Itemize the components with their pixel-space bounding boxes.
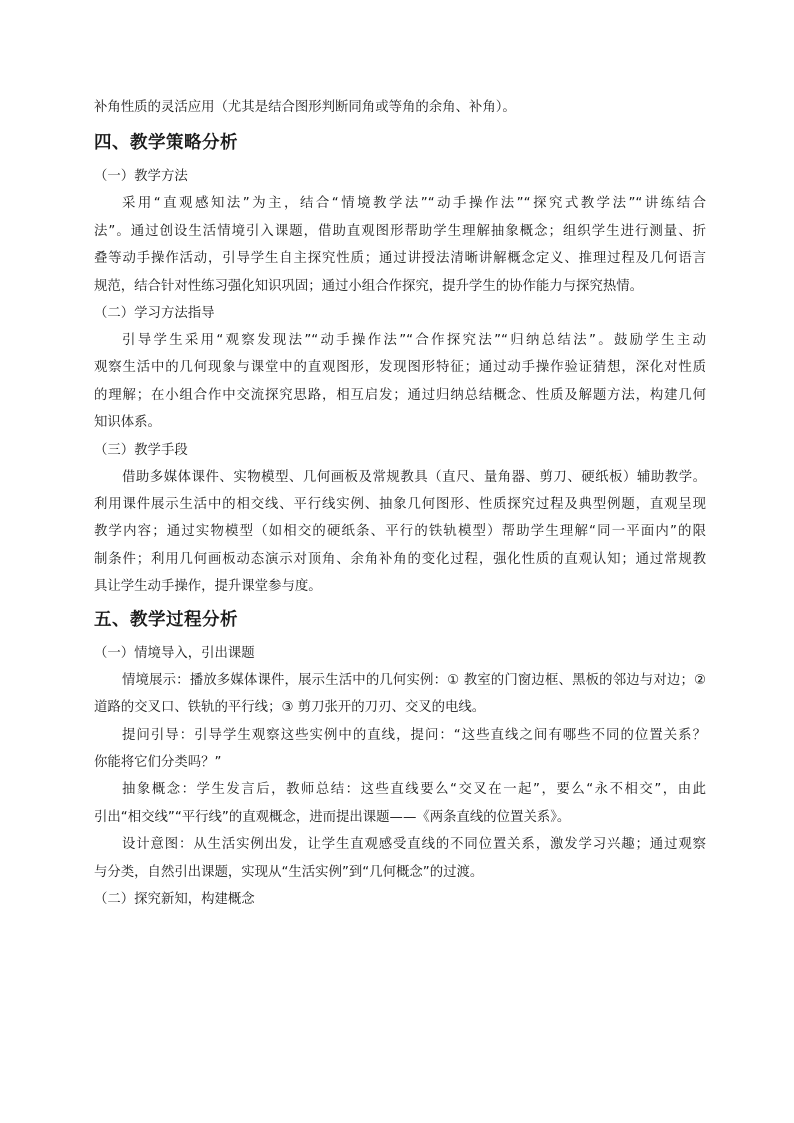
- paragraph-line: 观察生活中的几何现象与课堂中的直观图形，发现图形特征；通过动手操作验证猜想，深化对性质: [94, 360, 706, 376]
- paragraph-line: 引导学生采用“观察发现法”“动手操作法”“合作探究法”“归纳总结法”。鼓励学生主动: [122, 333, 706, 349]
- paragraph-line: 制条件；利用几何画板动态演示对顶角、余角补角的变化过程，强化性质的直观认知；通过常规教: [94, 551, 706, 567]
- paragraph-line: 规范，结合针对性练习强化知识巩固；通过小组合作探究，提升学生的协作能力与探究热情。: [94, 278, 644, 294]
- paragraph-line: 叠等动手操作活动，引导学生自主探究性质；通过讲授法清晰讲解概念定义、推理过程及几何语言: [94, 251, 706, 267]
- paragraph-line: 利用课件展示生活中的相交线、平行线实例、抽象几何图形、性质探究过程及典型例题，直观呈现: [94, 497, 706, 513]
- paragraph-line: 提问引导：引导学生观察这些实例中的直线，提问：“这些直线之间有哪些不同的位置关系？: [122, 727, 706, 743]
- paragraph-line: 补角性质的灵活应用（尤其是结合图形判断同角或等角的余角、补角）。: [94, 100, 516, 115]
- subsection-heading-teaching-tools: （三）教学手段: [94, 442, 188, 458]
- paragraph-line: 借助多媒体课件、实物模型、几何画板及常规教具（直尺、量角器、剪刀、硬纸板）辅助教学。: [122, 469, 706, 485]
- paragraph-line: 具让学生动手操作，提升课堂参与度。: [94, 579, 322, 595]
- paragraph-line: 法”。通过创设生活情境引入课题，借助直观图形帮助学生理解抽象概念；组织学生进行测量、折: [94, 223, 706, 239]
- subsection-heading-introduction: （一）情境导入，引出课题: [94, 645, 255, 661]
- paragraph-line: 设计意图：从生活实例出发，让学生直观感受直线的不同位置关系，激发学习兴趣；通过观察: [122, 837, 706, 853]
- paragraph-line: 你能将它们分类吗？”: [94, 754, 222, 770]
- paragraph-line: 的理解；在小组合作中交流探究思路，相互启发；通过归纳总结概念、性质及解题方法，构建几何: [94, 387, 706, 403]
- paragraph-line: 道路的交叉口、铁轨的平行线；③ 剪刀张开的刀刃、交叉的电线。: [94, 700, 486, 716]
- paragraph-line: 知识体系。: [94, 415, 161, 431]
- document-body: [94, 96, 706, 911]
- paragraph-line: 抽象概念：学生发言后，教师总结：这些直线要么“交叉在一起”，要么“永不相交”，由此: [122, 782, 706, 798]
- paragraph-line: 引出“相交线”“平行线”的直观概念，进而提出课题——《两条直线的位置关系》。: [94, 809, 571, 825]
- paragraph-line: 与分类，自然引出课题，实现从“生活实例”到“几何概念”的过渡。: [94, 864, 484, 880]
- subsection-heading-teaching-methods: （一）教学方法: [94, 169, 188, 185]
- subsection-heading-new-knowledge: （二）探究新知，构建概念: [94, 891, 255, 907]
- subsection-heading-learning-methods: （二）学习方法指导: [94, 306, 215, 322]
- paragraph-line: 教学内容；通过实物模型（如相交的硬纸条、平行的铁轨模型）帮助学生理解“同一平面内”的限: [94, 524, 706, 540]
- paragraph-line: 情境展示：播放多媒体课件，展示生活中的几何实例：① 教室的门窗边框、黑板的邻边与对边；②: [122, 672, 706, 688]
- paragraph-line: 采用“直观感知法”为主，结合“情境教学法”“动手操作法”“探究式教学法”“讲练结合: [122, 196, 706, 212]
- section-heading-5: 五、教学过程分析: [94, 609, 238, 630]
- section-heading-4: 四、教学策略分析: [94, 133, 238, 154]
